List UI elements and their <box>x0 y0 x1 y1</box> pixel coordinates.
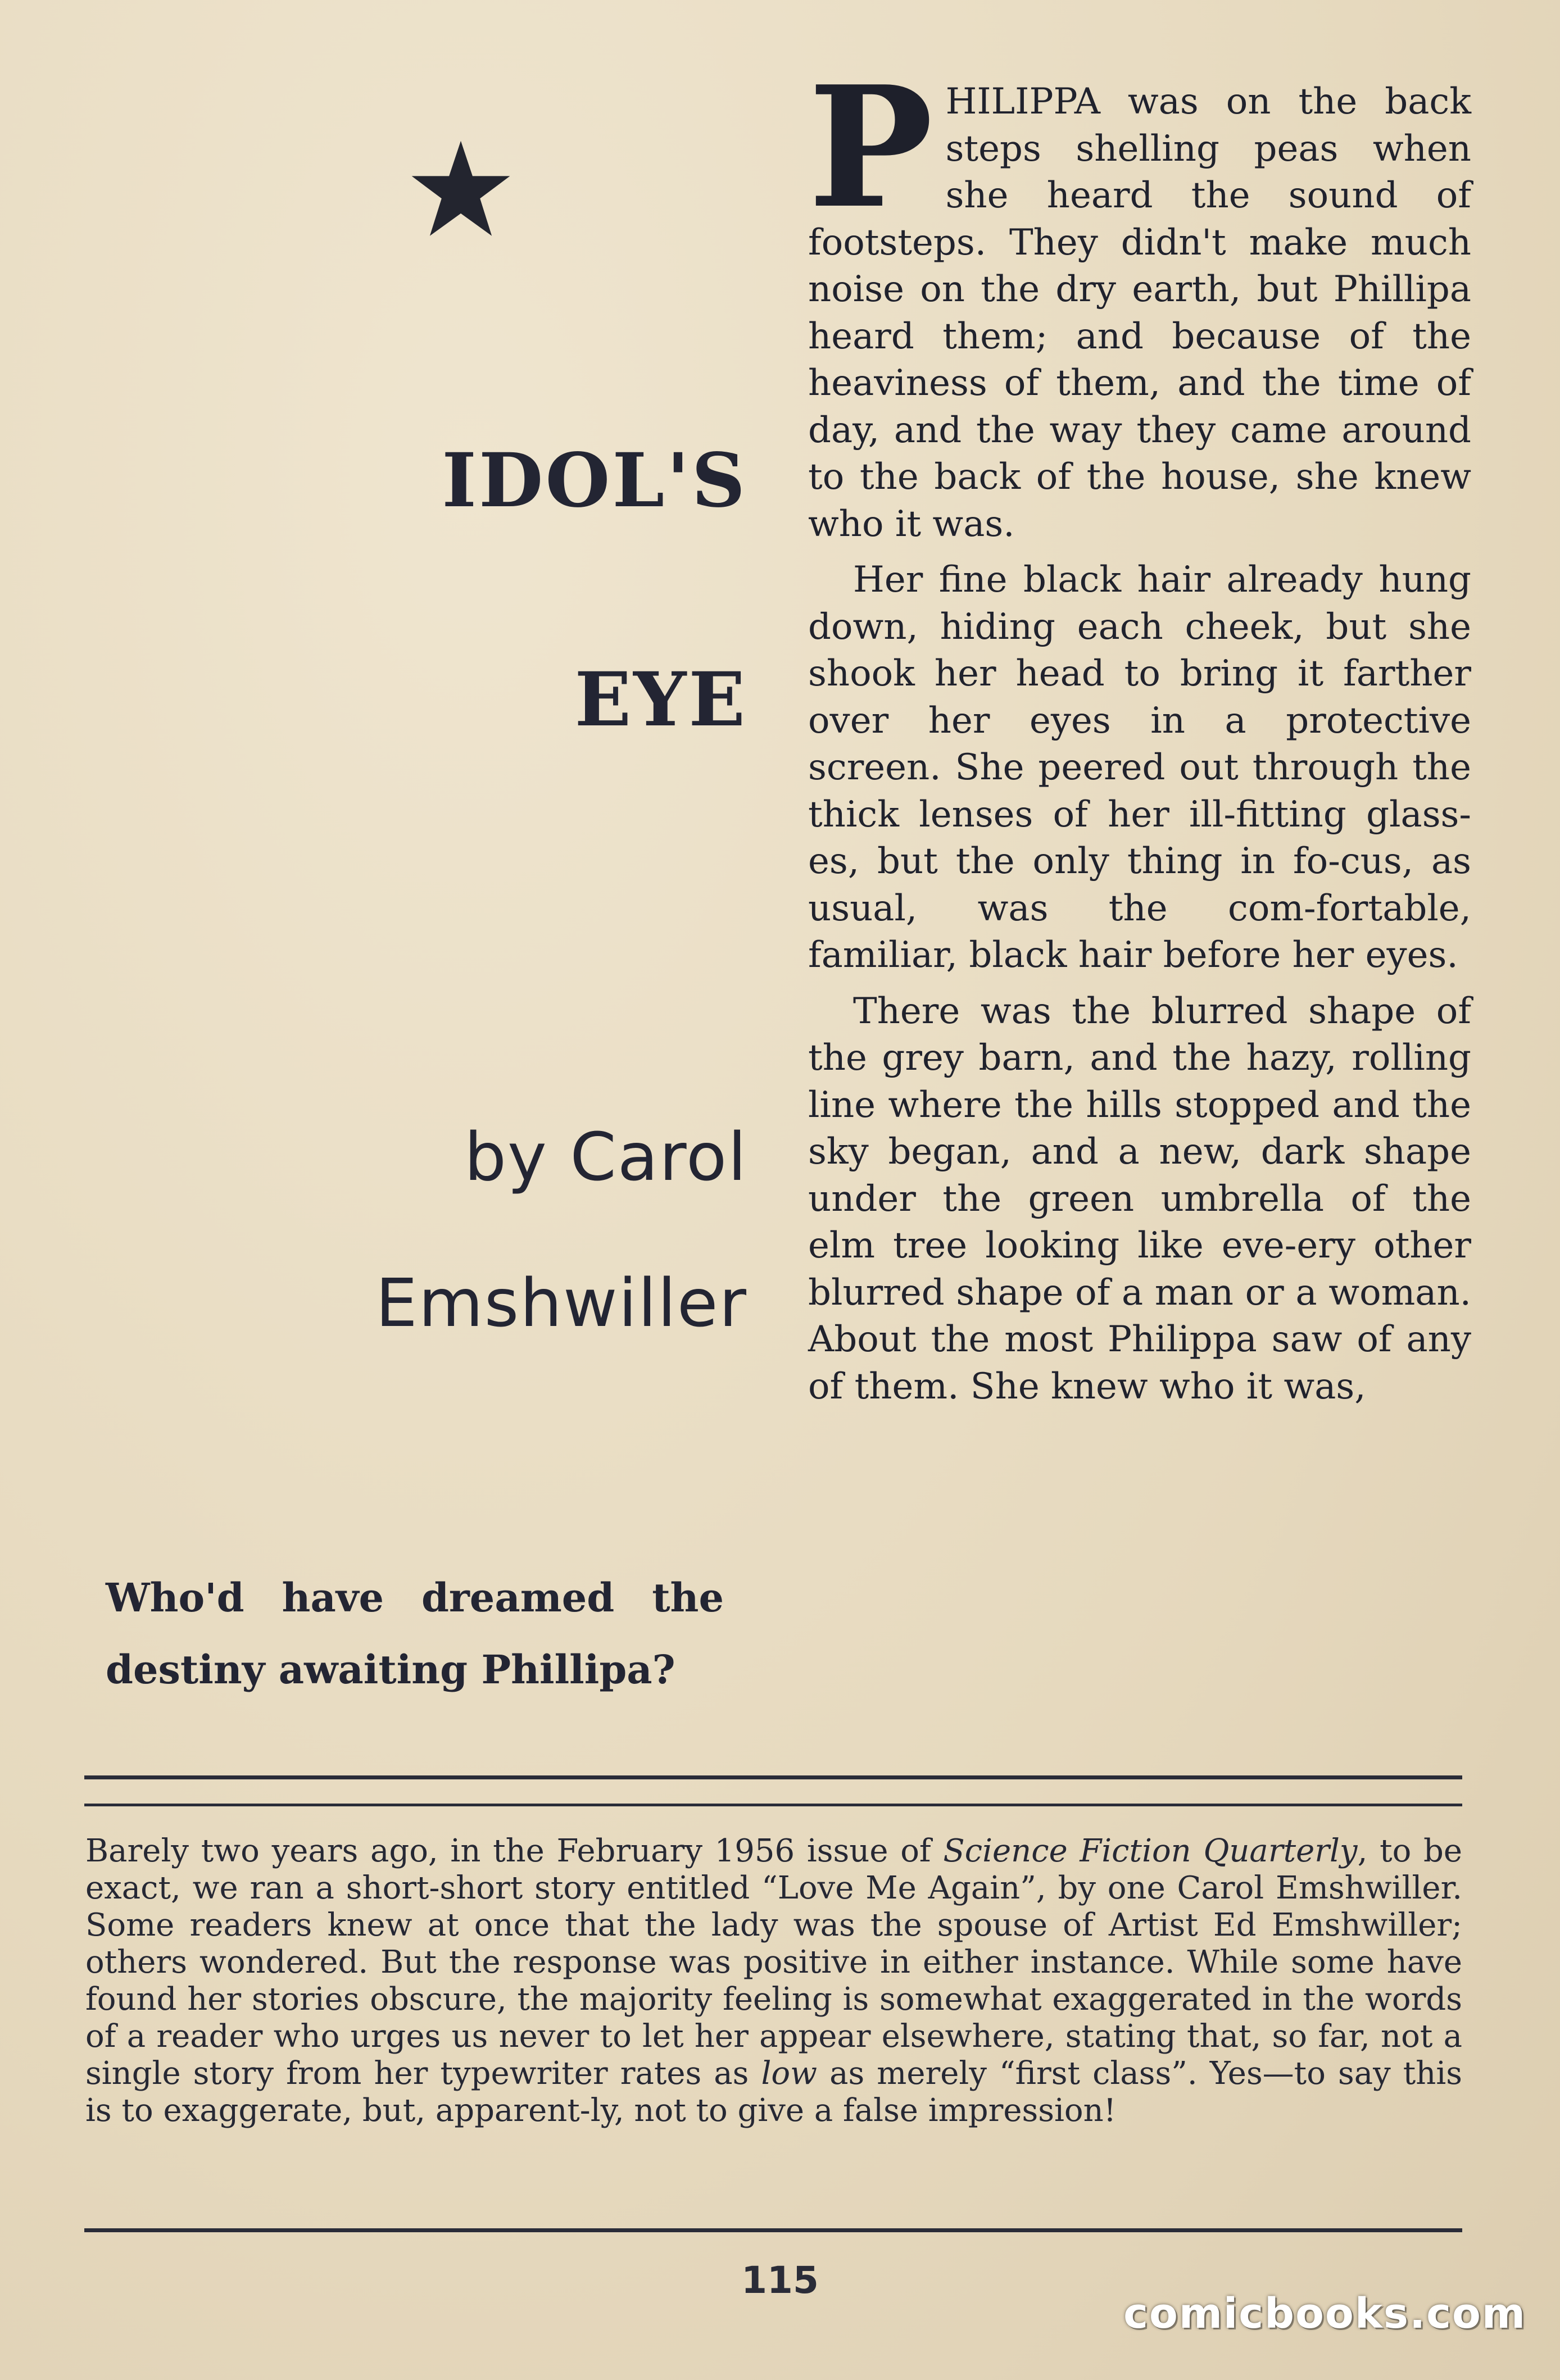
intro-part-2: , to be exact, we ran a short-short story entitled “Love Me Again”, by one Carol Emshwiller. Some readers knew at once that the lady was the spouse of Artist Ed Emshwiller; others wondered. But the response was positive in either instance. While some have found her stories obscure, the majority feeling is somewhat exaggerated in the words of a reader who urges us never to let her appear elsewhere, stating that, so far, not a single story from her typewriter rates as <box>85 1833 1462 2092</box>
intro-part-3: as merely “first class”. Yes—to say this is to exaggerate, but, apparent-ly, not to give a false impression! <box>85 2055 1462 2129</box>
story-paragraph-3: There was the blurred shape of the grey barn, and the hazy, rolling line where the hills stopped and the sky began, and a new, dark shape under the green umbrella of the elm tree looking like eve-ery other blurred shape of a man or a woman. About the most Philippa saw of any of them. She knew who it was, <box>808 990 1471 1407</box>
byline-line1: by Carol <box>464 1118 747 1196</box>
paragraph-1-text: HILIPPA was on the back steps shelling peas when she heard the sound of footsteps. They didn't make much noise on the dry earth, but Phillipa heard them; and because of the heaviness of them, and the time of day, and the way they came around to the back of the house, she knew who it was. <box>808 81 1471 545</box>
divider-rule-bottom <box>84 2228 1462 2232</box>
story-paragraph-2: Her fine black hair already hung down, hiding each cheek, but she shook her head to bring it farther over her eyes in a protective screen. She peered out through the thick lenses of her ill-fitting glass-es, but the only thing in fo-cus, as usual, was the com-fortable, familiar, black hair before her eyes. <box>808 559 1471 976</box>
story-paragraph-1 <box>808 49 1471 548</box>
divider-rule-second <box>84 1804 1462 1806</box>
story-title-line2: EYE <box>574 656 747 743</box>
intro-part-1: Barely two years ago, in the February 1956 issue of <box>85 1833 944 1869</box>
divider-rule-top <box>84 1775 1462 1779</box>
teaser-text: Who'd have dreamed the destiny awaiting Phillipa? <box>106 1574 724 1693</box>
intro-magazine-title: Science Fiction Quarterly <box>943 1833 1358 1869</box>
page-number: 115 <box>741 2259 819 2302</box>
intro-emphasis: low <box>761 2055 818 2092</box>
star-icon <box>407 138 514 244</box>
story-title-line1: IDOL'S <box>442 437 747 524</box>
drop-cap: P <box>808 49 933 245</box>
byline-line2: Emshwiller <box>375 1264 747 1342</box>
story-column <box>808 49 1471 1419</box>
editor-intro <box>85 1833 1462 2129</box>
watermark-logo: comicbooks.com <box>1123 2290 1526 2338</box>
